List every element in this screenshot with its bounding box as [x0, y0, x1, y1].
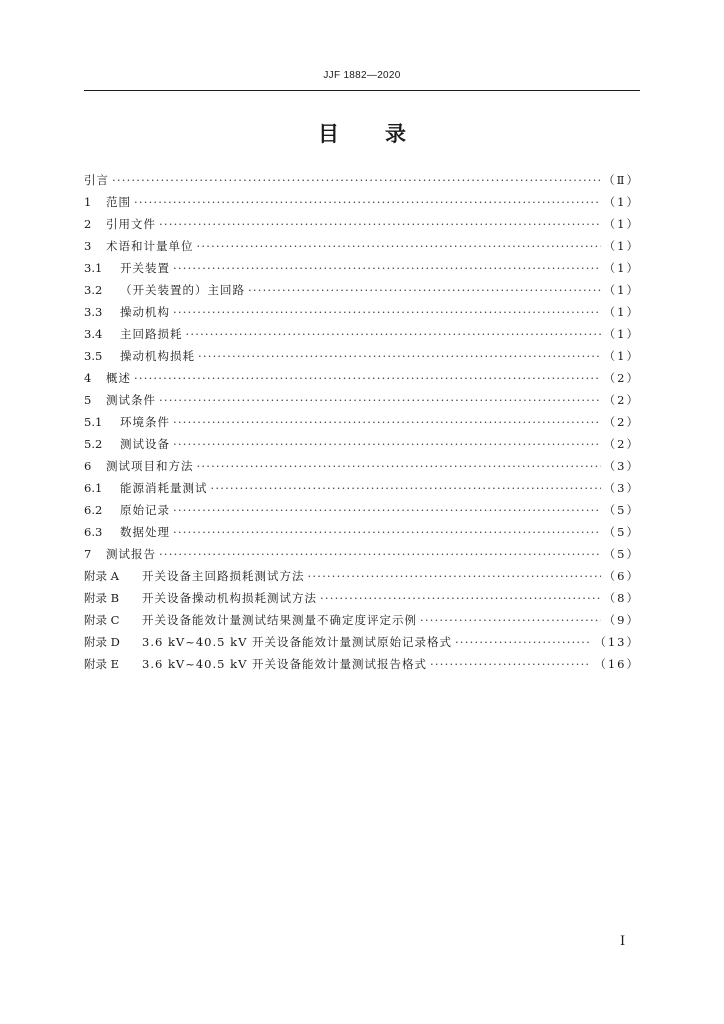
toc-entry-page: （2） [603, 393, 640, 407]
toc-entry-page: （1） [603, 283, 640, 297]
toc-entry-title: 范围 [106, 195, 131, 209]
toc-leader-dots [198, 345, 601, 367]
toc-entry-title: 开关设备主回路损耗测试方法 [142, 569, 305, 583]
toc-entry-page: （13） [594, 635, 640, 649]
toc-entry-title: 测试报告 [106, 547, 156, 561]
toc-entry-number: 5.2 [84, 437, 103, 451]
toc-entry[interactable] [84, 455, 640, 477]
toc-entry-page: （8） [603, 591, 640, 605]
toc-leader-dots [159, 213, 601, 235]
toc-entry-title: 引言 [84, 173, 109, 187]
toc-entry-number: 3.1 [84, 261, 103, 275]
toc-entry-title: （开关装置的）主回路 [120, 283, 245, 297]
toc-leader-dots [112, 169, 600, 191]
toc-leader-dots [248, 279, 601, 301]
toc-entry[interactable] [84, 323, 640, 345]
toc-entry-page: （1） [603, 195, 640, 209]
toc-entry-page: （1） [603, 349, 640, 363]
toc-leader-dots [134, 191, 601, 213]
toc-entry-title: 能源消耗量测试 [120, 481, 208, 495]
toc-entry[interactable] [84, 499, 640, 521]
toc-entry-page: （5） [603, 547, 640, 561]
toc-leader-dots [211, 477, 601, 499]
toc-entry-page: （5） [603, 525, 640, 539]
toc-entry-title: 开关设备能效计量测试结果测量不确定度评定示例 [142, 613, 417, 627]
toc-entry[interactable] [84, 631, 640, 653]
toc-entry-title: 测试设备 [120, 437, 170, 451]
toc-entry-title: 原始记录 [120, 503, 170, 517]
toc-entry-title: 3.6 kV~40.5 kV 开关设备能效计量测试原始记录格式 [142, 635, 453, 649]
toc-entry[interactable] [84, 653, 640, 675]
toc-entry[interactable] [84, 389, 640, 411]
toc-entry-title: 开关装置 [120, 261, 170, 275]
toc-entry-page: （3） [603, 459, 640, 473]
toc-entry-page: （1） [603, 327, 640, 341]
toc-entry-number: 附录 B [84, 591, 120, 605]
toc-entry-page: （1） [603, 217, 640, 231]
toc-entry-number: 3 [84, 239, 92, 253]
toc-entry-page: （Ⅱ） [603, 173, 640, 187]
toc-leader-dots [186, 323, 601, 345]
toc-entry-number: 6 [84, 459, 92, 473]
toc-leader-dots [320, 587, 601, 609]
toc-entry-number: 2 [84, 217, 92, 231]
toc-entry[interactable] [84, 367, 640, 389]
toc-entry-number: 附录 A [84, 569, 119, 583]
toc-entry-title: 3.6 kV~40.5 kV 开关设备能效计量测试报告格式 [142, 657, 428, 671]
toc-entry-title: 主回路损耗 [120, 327, 183, 341]
toc-entry-page: （1） [603, 239, 640, 253]
toc-leader-dots [197, 455, 601, 477]
toc-leader-dots [159, 389, 601, 411]
toc-entry[interactable] [84, 543, 640, 565]
toc-entry-number: 4 [84, 371, 92, 385]
toc-entry-title: 概述 [106, 371, 131, 385]
toc-entry[interactable] [84, 279, 640, 301]
toc-leader-dots [173, 411, 601, 433]
toc-entry[interactable] [84, 235, 640, 257]
toc-entry-title: 操动机构 [120, 305, 170, 319]
toc-entry[interactable] [84, 609, 640, 631]
toc-entry-number: 6.1 [84, 481, 103, 495]
toc-entry-page: （2） [603, 371, 640, 385]
toc-leader-dots [430, 653, 591, 675]
toc-entry[interactable] [84, 411, 640, 433]
toc-entry-number: 附录 E [84, 657, 120, 671]
toc-entry-number: 3.4 [84, 327, 103, 341]
toc-leader-dots [173, 521, 601, 543]
toc-entry[interactable] [84, 257, 640, 279]
toc-entry-number: 5 [84, 393, 92, 407]
toc-entry[interactable] [84, 169, 640, 191]
toc-leader-dots [308, 565, 601, 587]
toc-entry[interactable] [84, 433, 640, 455]
toc-entry-number: 7 [84, 547, 92, 561]
toc-entry-page: （1） [603, 261, 640, 275]
toc-leader-dots [173, 257, 601, 279]
toc-entry[interactable] [84, 477, 640, 499]
toc-entry-title: 开关设备操动机构损耗测试方法 [142, 591, 317, 605]
toc-entry-title: 引用文件 [106, 217, 156, 231]
toc-entry[interactable] [84, 191, 640, 213]
toc-entry-title: 测试条件 [106, 393, 156, 407]
toc-entry-number: 3.2 [84, 283, 103, 297]
toc-entry-number: 附录 D [84, 635, 120, 649]
toc-leader-dots [134, 367, 601, 389]
toc-entry[interactable] [84, 521, 640, 543]
toc-entry-page: （3） [603, 481, 640, 495]
toc-entry-title: 数据处理 [120, 525, 170, 539]
toc-entry-title: 测试项目和方法 [106, 459, 194, 473]
toc-entry-page: （9） [603, 613, 640, 627]
toc-leader-dots [197, 235, 601, 257]
toc-entry-number: 6.2 [84, 503, 103, 517]
table-of-contents [84, 169, 640, 675]
toc-entry-page: （16） [594, 657, 640, 671]
page-number: I [620, 934, 626, 949]
page-title: 目录 [318, 122, 452, 146]
toc-entry-number: 3.3 [84, 305, 103, 319]
toc-entry-number: 1 [84, 195, 92, 209]
header-rule [84, 90, 640, 91]
toc-entry[interactable] [84, 565, 640, 587]
toc-leader-dots [159, 543, 601, 565]
toc-entry-page: （1） [603, 305, 640, 319]
toc-entry-number: 3.5 [84, 349, 103, 363]
toc-entry-number: 6.3 [84, 525, 103, 539]
toc-entry-title: 操动机构损耗 [120, 349, 195, 363]
toc-entry[interactable] [84, 301, 640, 323]
toc-leader-dots [173, 433, 601, 455]
toc-leader-dots [173, 301, 601, 323]
toc-entry-page: （6） [603, 569, 640, 583]
toc-entry-title: 环境条件 [120, 415, 170, 429]
toc-entry-page: （5） [603, 503, 640, 517]
toc-leader-dots [173, 499, 601, 521]
toc-leader-dots [455, 631, 591, 653]
toc-entry[interactable] [84, 213, 640, 235]
toc-entry-title: 术语和计量单位 [106, 239, 194, 253]
toc-entry[interactable] [84, 587, 640, 609]
toc-entry-number: 5.1 [84, 415, 103, 429]
toc-entry[interactable] [84, 345, 640, 367]
toc-entry-page: （2） [603, 437, 640, 451]
toc-entry-page: （2） [603, 415, 640, 429]
running-header: JJF 1882—2020 [323, 70, 401, 81]
toc-entry-number: 附录 C [84, 613, 120, 627]
toc-leader-dots [420, 609, 601, 631]
